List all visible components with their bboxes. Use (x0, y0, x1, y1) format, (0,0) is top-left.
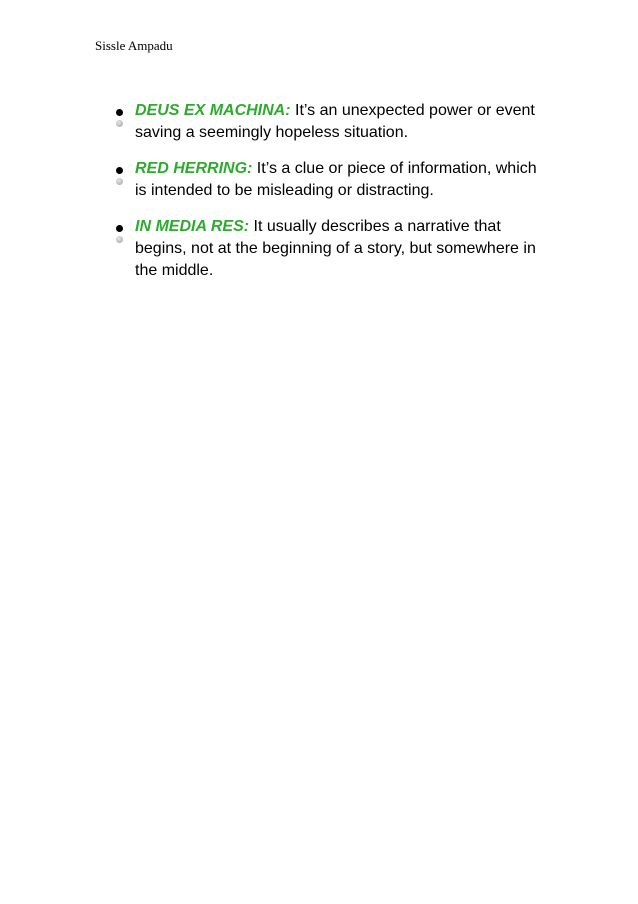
bullet-shadow-icon (116, 178, 123, 185)
bullet-dot-icon (116, 109, 123, 116)
list-item-in-media-res (112, 216, 552, 282)
bullet-dot-icon (116, 225, 123, 232)
term-label: IN MEDIA RES: (135, 218, 250, 235)
term-definition: It’s an unexpected power or event saving a seemingly hopeless situation. (135, 102, 535, 141)
term-label: RED HERRING: (135, 160, 253, 177)
term-label: DEUS EX MACHINA: (135, 102, 291, 119)
list-item-deus-ex-machina (112, 100, 552, 144)
term-list (112, 100, 552, 296)
term-definition: It’s a clue or piece of information, which is intended to be misleading or distracting. (135, 160, 537, 199)
bullet-shadow-icon (116, 120, 123, 127)
term-definition: It usually describes a narrative that begins, not at the beginning of a story, but somewhere in the middle. (135, 218, 536, 279)
header-author: Sissle Ampadu (95, 38, 173, 53)
bullet-dot-icon (116, 167, 123, 174)
bullet-shadow-icon (116, 236, 123, 243)
list-item-red-herring (112, 158, 552, 202)
